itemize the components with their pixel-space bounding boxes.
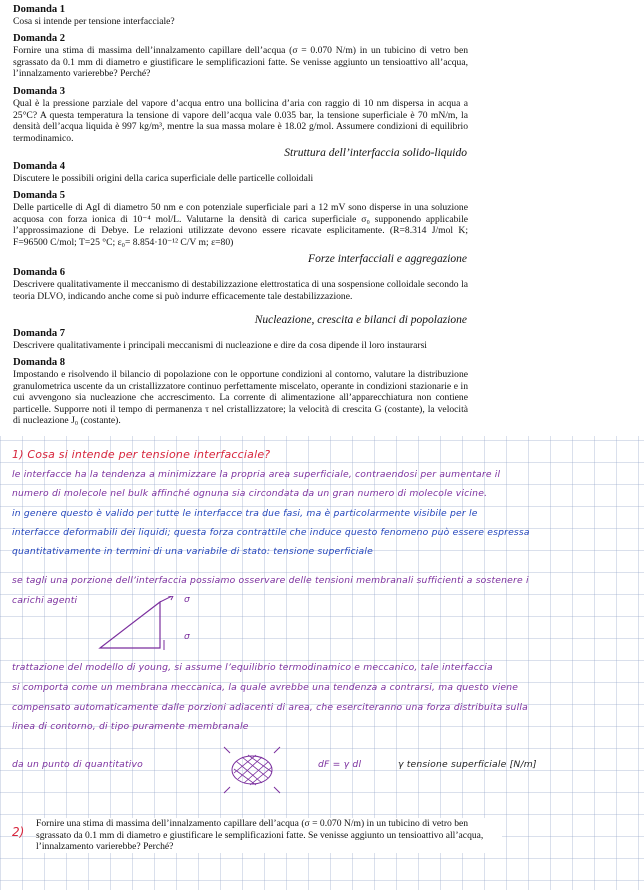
- formula: dF = γ dl: [318, 759, 362, 770]
- question-text: Impostando e risolvendo il bilancio di popolazione con le opportune condizioni al contorno, valutare la distribuzione granulometrica uscente da un cristallizzatore continuo perfettamente miscelato, operante in condizioni stazionarie e in cui avvengono sia nucleazione che accrescimento. La corrente di alimentazione all’apparecchiatura non contiene particelle. Supporre noti il tempo di permanenza τ nel cristallizzatore; la velocità di crescita G (costante), la velocità di nucleazione J₀ (costante).: [13, 369, 468, 427]
- gamma-note: γ tensione superficiale [N/m]: [398, 759, 537, 770]
- section-title: Forze interfacciali e aggregazione: [308, 253, 467, 265]
- question-title: Domanda 8: [13, 357, 66, 368]
- question-6: [13, 267, 468, 302]
- note-line: interfacce deformabili dei liquidi; questa forza contrattile che induce questo fenomeno può essere espressa: [12, 527, 530, 538]
- note-line: si comporta come un membrana meccanica, la quale avrebbe una tendenza a contrarsi, ma questo viene: [12, 682, 519, 693]
- note-q2-number: 2): [12, 825, 25, 839]
- question-title: Domanda 6: [13, 267, 66, 278]
- note-line: trattazione del modello di young, si assume l’equilibrio termodinamico e meccanico, tale interfaccia: [12, 662, 493, 673]
- triangle-sketch: [98, 594, 191, 652]
- question-title: Domanda 4: [13, 161, 66, 172]
- question-text: Cosa si intende per tensione interfacciale?: [13, 16, 175, 27]
- question-title: Domanda 7: [13, 328, 66, 339]
- question-3: [13, 86, 468, 144]
- note-line: carichi agenti: [12, 595, 78, 606]
- question-7: [13, 328, 468, 352]
- question-text: Discutere le possibili origini della carica superficiale delle particelle colloidali: [13, 173, 314, 184]
- question-4: [13, 161, 468, 185]
- question-title: Domanda 2: [13, 33, 66, 44]
- note-line: quantitativamente in termini di una variabile di stato: tensione superficiale: [12, 546, 373, 557]
- sigma-label: σ: [184, 594, 191, 605]
- question-text: Fornire una stima di massima dell’innalzamento capillare dell’acqua (σ = 0.070 N/m) in un tubicino di vetro ben sgrassato da 0.1 mm di diametro e giustificare le semplificazioni fatte. Se venisse aggiunto un tensioattivo all’acqua, l’innalzamento varierebbe? Perché?: [13, 45, 468, 80]
- question-5: [13, 190, 468, 248]
- note-line: linea di contorno, di tipo puramente membranale: [12, 721, 249, 732]
- sigma-label: σ: [184, 631, 191, 642]
- note-q1-heading: 1) Cosa si intende per tensione interfacciale?: [12, 448, 271, 461]
- question-text: Delle particelle di AgI di diametro 50 nm e con potenziale superficiale pari a 12 mV sono disperse in una soluzione acquosa con forza ionica di 10⁻⁴ mol/L. Valutarne la densità di carica superficiale σ₀ supponendo applicabile l’approssimazione di Debye. Le relazioni utilizzate devono essere ricavate esplicitamente. (R=8.314 J/mol K; F=96500 C/mol; T=25 °C; ε₀= 8.854·10⁻¹² C/V m; ε=80): [13, 202, 468, 248]
- note-line: in genere questo è valido per tutte le interfacce tra due fasi, ma è particolarmente visibile per le: [12, 508, 478, 519]
- pasted-question-2: Fornire una stima di massima dell’innalzamento capillare dell’acqua (σ = 0.070 N/m) in un tubicino di vetro ben sgrassato da 0.1 mm di diametro e giustificare le semplificazioni fatte. Se venisse aggiunto un tensioattivo all’acqua, l’innalzamento varierebbe? Perché?: [36, 818, 502, 853]
- question-8: [13, 357, 468, 427]
- question-title: Domanda 1: [13, 4, 66, 15]
- question-title: Domanda 3: [13, 86, 66, 97]
- question-text: Descrivere qualitativamente i principali meccanismi di nucleazione e dire da cosa dipende il loro instaurarsi: [13, 340, 427, 351]
- question-2: [13, 33, 468, 80]
- note-line: numero di molecole nel bulk affinché ognuna sia circondata da un gran numero di molecole vicine.: [12, 488, 488, 499]
- question-text: Qual è la pressione parziale del vapore d’acqua entro una bollicina d’aria con raggio di 10 nm dispersa in acqua a 25°C? A questa temperatura la tensione di vapore dell’acqua vale 0.035 bar, la tensione superficiale è 70 mN/m, la densità dell’acqua liquida è 997 kg/m³, mentre la sua massa molare è 18.02 g/mol. Assumere condizioni di equilibrio termodinamico.: [13, 98, 468, 144]
- question-1: [13, 4, 468, 28]
- note-line: da un punto di quantitativo: [12, 759, 143, 770]
- question-text: Descrivere qualitativamente il meccanismo di destabilizzazione elettrostatica di una sospensione colloidale secondo la teoria DLVO, indicando anche come si può indurre efficacemente tale destabilizzazione.: [13, 279, 468, 302]
- question-title: Domanda 5: [13, 190, 66, 201]
- membrane-mesh-sketch: [222, 745, 282, 795]
- section-title: Nucleazione, crescita e bilanci di popolazione: [254, 314, 467, 326]
- section-title: Struttura dell’interfaccia solido-liquido: [284, 147, 467, 159]
- note-line: compensato automaticamente dalle porzioni adiacenti di area, che eserciteranno una forza distribuita sulla: [12, 702, 528, 713]
- note-line: le interfacce ha la tendenza a minimizzare la propria area superficiale, contraendosi per aumentare il: [12, 469, 501, 480]
- note-line: se tagli una porzione dell’interfaccia possiamo osservare delle tensioni membranali sufficienti a sostenere i: [12, 575, 529, 586]
